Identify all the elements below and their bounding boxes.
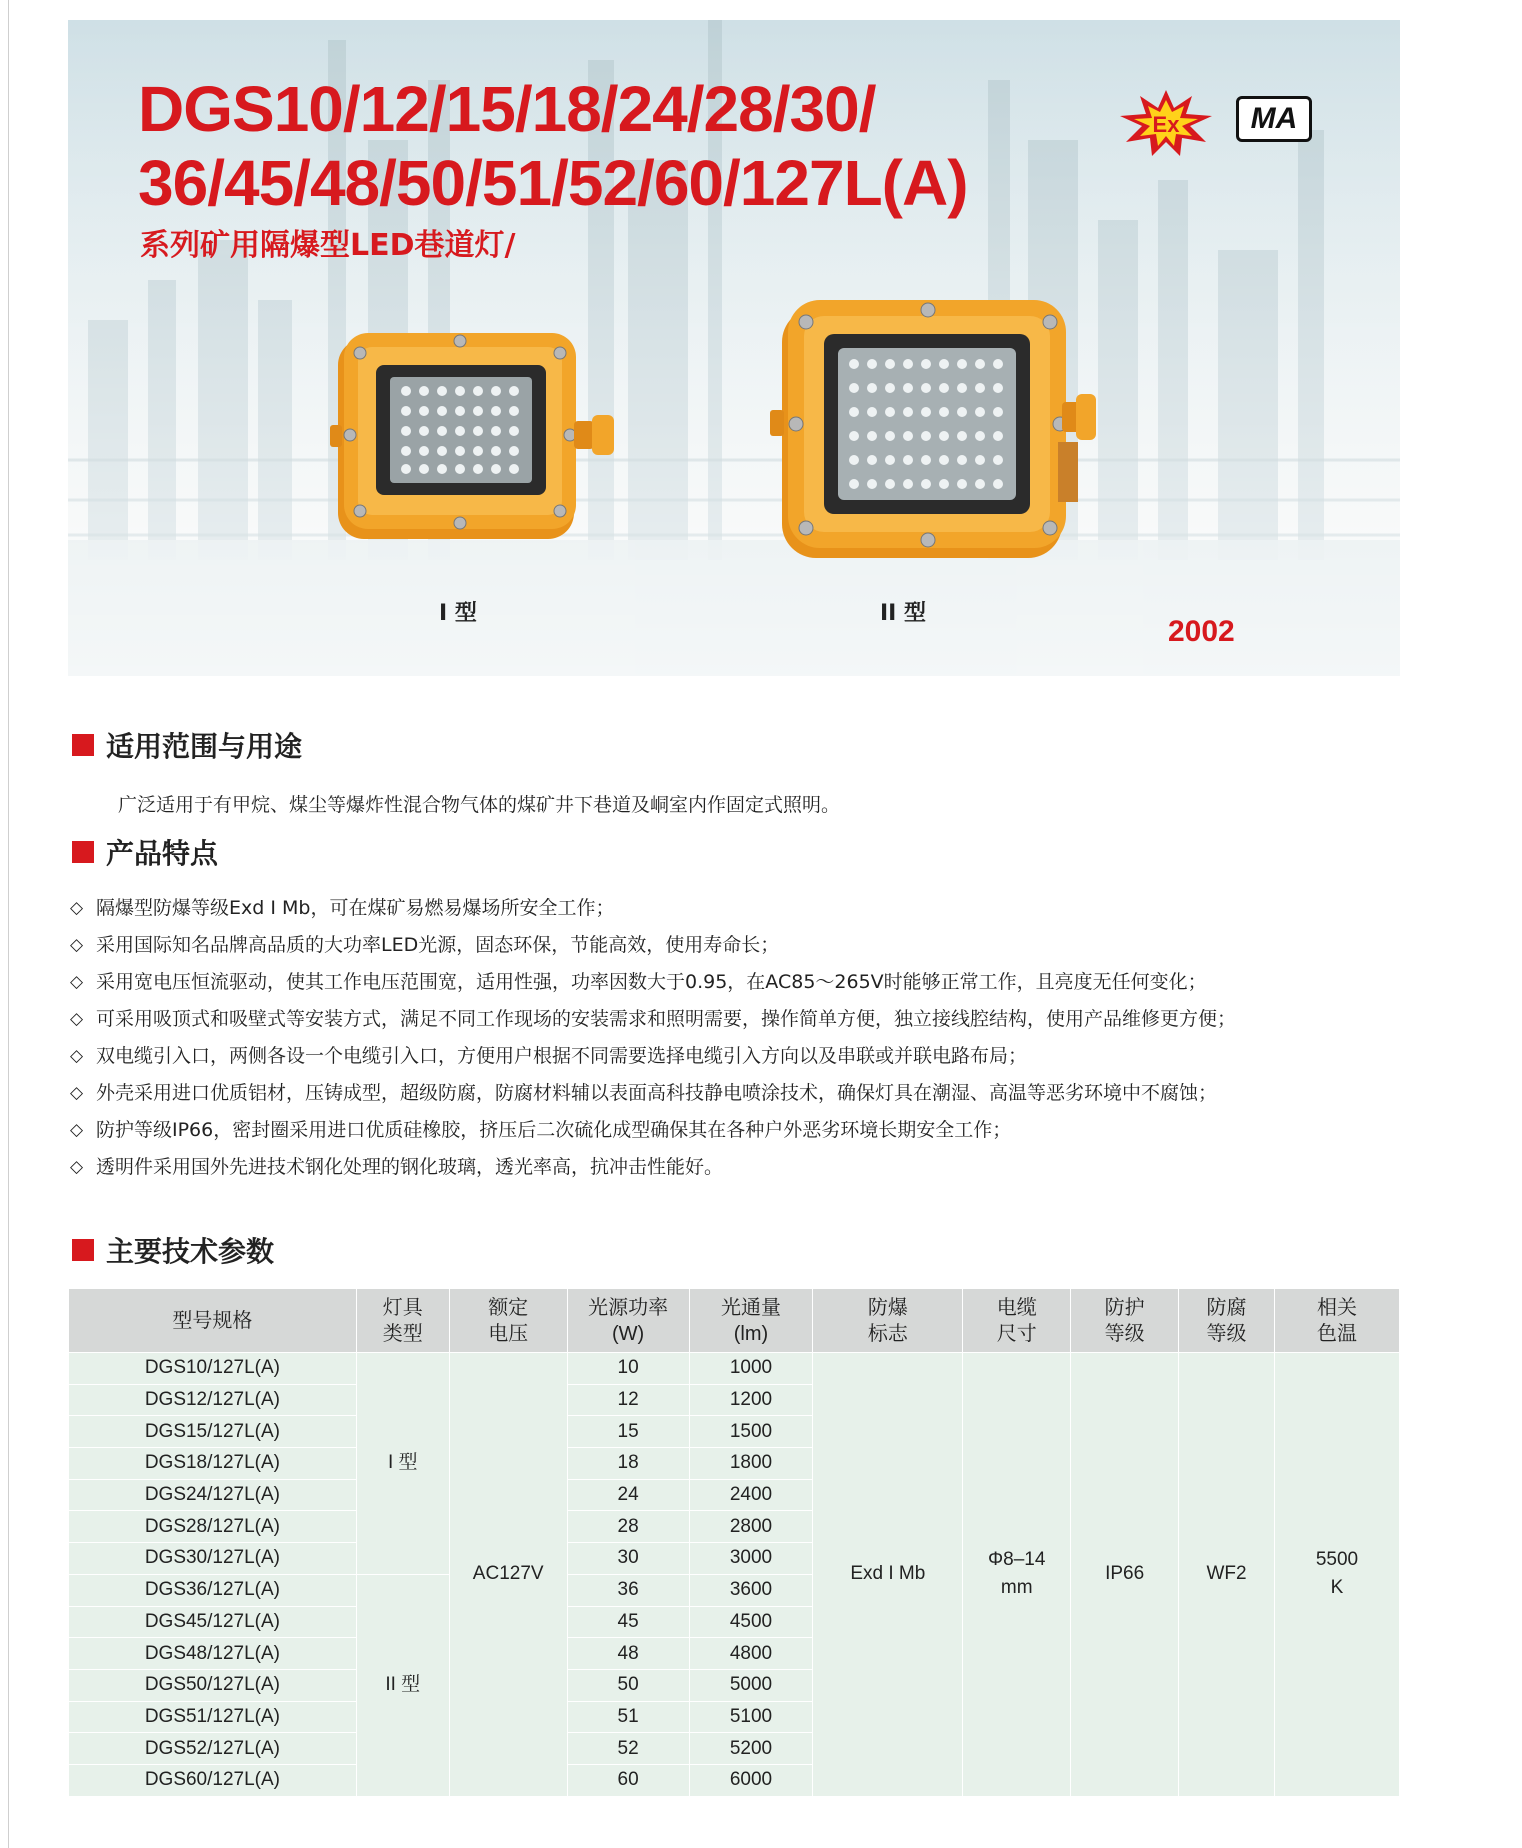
- diamond-bullet-icon: ◇: [70, 1083, 84, 1103]
- header-text: 色温: [1317, 1322, 1357, 1345]
- cell-power: [567, 1606, 689, 1638]
- title-line-1: DGS10/12/15/18/24/28/30/: [138, 73, 876, 145]
- header-text: 型号规格: [172, 1309, 253, 1332]
- cell-luminous-flux-text: 2800: [729, 1515, 773, 1537]
- cell-model-text: DGS50/127L(A): [144, 1674, 280, 1696]
- usage-description: 广泛适用于有甲烷、煤尘等爆炸性混合物气体的煤矿井下巷道及峒室内作固定式照明。: [118, 794, 841, 816]
- cell-luminous-flux-text: 2400: [729, 1484, 773, 1506]
- header-text: 防护: [1104, 1296, 1145, 1319]
- feature-text: 双电缆引入口，两侧各设一个电缆引入口，方便用户根据不同需要选择电缆引入方向以及串联或并联电路布局；: [96, 1045, 1028, 1067]
- cell-power-text: 10: [617, 1357, 639, 1379]
- catalog-year: 2002: [1168, 615, 1235, 648]
- red-square-bullet-icon: [72, 734, 94, 756]
- feature-text: 隔爆型防爆等级Exd I Mb，可在煤矿易燃易爆场所安全工作；: [96, 897, 615, 919]
- cell-luminous-flux-text: 5000: [729, 1674, 773, 1696]
- cell-luminous-flux-text: 1000: [729, 1357, 773, 1379]
- header-text: 等级: [1104, 1322, 1145, 1345]
- header-anticorrosion: [1179, 1289, 1275, 1353]
- cell-ex-mark: [813, 1353, 963, 1797]
- section-features-heading: [72, 832, 218, 872]
- feature-item: [70, 890, 1410, 927]
- feature-text: 可采用吸顶式和吸壁式等安装方式，满足不同工作现场的安装需求和照明需要，操作简单方便，独立接线腔结构，使用产品维修更方便；: [96, 1008, 1237, 1030]
- cell-color-temp-text: K: [1330, 1577, 1344, 1599]
- section-usage-heading: [72, 725, 302, 765]
- cell-luminous-flux: [689, 1669, 813, 1701]
- cell-model: [69, 1511, 357, 1543]
- technical-parameters-table: [68, 1288, 1400, 1797]
- cell-model-text: DGS45/127L(A): [144, 1610, 280, 1632]
- header-lamp-type: [356, 1289, 449, 1353]
- cell-model: [69, 1669, 357, 1701]
- header-text: (lm): [733, 1322, 769, 1345]
- cell-model-text: DGS24/127L(A): [144, 1484, 280, 1506]
- cell-power: [567, 1733, 689, 1765]
- cell-anticorrosion: [1179, 1353, 1275, 1797]
- cell-lamp-type-1: [356, 1353, 449, 1575]
- cell-model: [69, 1733, 357, 1765]
- ex-badge-text: Ex: [1152, 112, 1180, 137]
- cell-lamp-type-2: [356, 1574, 449, 1796]
- cell-anticorrosion-text: WF2: [1206, 1563, 1247, 1585]
- title-line-2: 36/45/48/50/51/52/60/127L(A): [138, 147, 968, 219]
- cell-luminous-flux: [689, 1384, 813, 1416]
- cell-model: [69, 1543, 357, 1575]
- cell-luminous-flux-text: 6000: [729, 1769, 773, 1791]
- cell-model-text: DGS60/127L(A): [144, 1769, 280, 1791]
- red-square-bullet-icon: [72, 1239, 94, 1261]
- ma-certification-badge: MA: [1236, 96, 1312, 142]
- diamond-bullet-icon: ◇: [70, 1009, 84, 1029]
- type-1-lamp-image: [330, 325, 620, 565]
- cell-luminous-flux: [689, 1543, 813, 1575]
- cell-luminous-flux-text: 1200: [729, 1389, 773, 1411]
- diamond-bullet-icon: ◇: [70, 1046, 84, 1066]
- header-text: 标志: [867, 1322, 908, 1345]
- feature-item: [70, 1149, 1410, 1186]
- diamond-bullet-icon: ◇: [70, 1157, 84, 1177]
- cell-rated-voltage-text: AC127V: [472, 1563, 544, 1585]
- table-row: [69, 1353, 1400, 1385]
- diamond-bullet-icon: ◇: [70, 935, 84, 955]
- feature-item: [70, 1075, 1410, 1112]
- cell-model-text: DGS18/127L(A): [144, 1452, 280, 1474]
- cell-luminous-flux-text: 5200: [729, 1737, 773, 1759]
- cell-power-text: 60: [617, 1769, 639, 1791]
- header-text: 防腐: [1206, 1296, 1247, 1319]
- cell-power-text: 52: [617, 1737, 639, 1759]
- cell-luminous-flux: [689, 1511, 813, 1543]
- header-text: 类型: [382, 1322, 423, 1345]
- header-power: [567, 1289, 689, 1353]
- table-header-row: [69, 1289, 1400, 1353]
- cell-lamp-type-2-text: II 型: [385, 1674, 421, 1696]
- cell-luminous-flux: [689, 1638, 813, 1670]
- cell-power: [567, 1479, 689, 1511]
- cell-model: [69, 1764, 357, 1796]
- cell-color-temp: [1275, 1353, 1400, 1797]
- cell-power-text: 36: [617, 1579, 639, 1601]
- cell-model-text: DGS52/127L(A): [144, 1737, 280, 1759]
- cell-model: [69, 1384, 357, 1416]
- cell-lamp-type-1-text: I 型: [387, 1452, 418, 1474]
- cell-model: [69, 1701, 357, 1733]
- cell-model-text: DGS48/127L(A): [144, 1642, 280, 1664]
- cell-luminous-flux: [689, 1574, 813, 1606]
- cell-luminous-flux-text: 1500: [729, 1420, 773, 1442]
- header-rated-voltage: [449, 1289, 567, 1353]
- cell-luminous-flux-text: 3600: [729, 1579, 773, 1601]
- diamond-bullet-icon: ◇: [70, 972, 84, 992]
- cell-model: [69, 1638, 357, 1670]
- cell-power-text: 12: [617, 1389, 639, 1411]
- cell-luminous-flux: [689, 1764, 813, 1796]
- type-2-caption: II 型: [880, 601, 927, 626]
- cell-power: [567, 1701, 689, 1733]
- header-cable-size: [963, 1289, 1071, 1353]
- red-square-bullet-icon: [72, 841, 94, 863]
- cell-cable-size: [963, 1353, 1071, 1797]
- features-list: [70, 890, 1410, 1186]
- cell-power: [567, 1543, 689, 1575]
- type-2-lamp-image: [768, 292, 1098, 582]
- section-params-title: 主要技术参数: [106, 1235, 275, 1268]
- diamond-bullet-icon: ◇: [70, 898, 84, 918]
- cell-model: [69, 1479, 357, 1511]
- cell-luminous-flux: [689, 1733, 813, 1765]
- cell-cable-size-text: mm: [1000, 1577, 1033, 1599]
- header-text: 相关: [1317, 1296, 1357, 1319]
- header-text: 额定: [488, 1296, 529, 1319]
- cell-model-text: DGS10/127L(A): [144, 1357, 280, 1379]
- cell-luminous-flux-text: 4500: [729, 1610, 773, 1632]
- type-1-caption: I 型: [439, 601, 477, 626]
- cell-power: [567, 1638, 689, 1670]
- header-ip-rating: [1071, 1289, 1179, 1353]
- header-text: 电压: [488, 1322, 529, 1345]
- cell-luminous-flux: [689, 1448, 813, 1480]
- section-params-heading: [72, 1230, 274, 1270]
- cell-model-text: DGS15/127L(A): [144, 1420, 280, 1442]
- feature-item: [70, 927, 1410, 964]
- header-color-temp: [1275, 1289, 1400, 1353]
- cell-luminous-flux-text: 3000: [729, 1547, 773, 1569]
- feature-item: [70, 1038, 1410, 1075]
- cell-model-text: DGS36/127L(A): [144, 1579, 280, 1601]
- feature-item: [70, 964, 1410, 1001]
- cell-luminous-flux: [689, 1606, 813, 1638]
- cell-power: [567, 1448, 689, 1480]
- cell-luminous-flux-text: 1800: [729, 1452, 773, 1474]
- cell-power-text: 51: [617, 1705, 639, 1727]
- cell-power: [567, 1669, 689, 1701]
- feature-text: 透明件采用国外先进技术钢化处理的钢化玻璃，透光率高，抗冲击性能好。: [96, 1156, 724, 1178]
- cell-power: [567, 1416, 689, 1448]
- header-text: 防爆: [867, 1296, 908, 1319]
- cell-power-text: 48: [617, 1642, 639, 1664]
- cell-luminous-flux-text: 4800: [729, 1642, 773, 1664]
- header-text: (W): [612, 1322, 645, 1345]
- cell-model: [69, 1353, 357, 1385]
- diamond-bullet-icon: ◇: [70, 1120, 84, 1140]
- feature-text: 外壳采用进口优质铝材，压铸成型，超级防腐，防腐材料辅以表面高科技静电喷涂技术，确保灯具在潮湿、高温等恶劣环境中不腐蚀；: [96, 1082, 1218, 1104]
- cell-power: [567, 1764, 689, 1796]
- cell-model-text: DGS51/127L(A): [144, 1705, 280, 1727]
- header-text: 灯具: [382, 1296, 423, 1319]
- cell-color-temp-text: 5500: [1315, 1549, 1359, 1571]
- feature-item: [70, 1001, 1410, 1038]
- header-ex-mark: [813, 1289, 963, 1353]
- product-title: [138, 72, 968, 220]
- cell-model: [69, 1448, 357, 1480]
- cell-power-text: 15: [617, 1420, 639, 1442]
- cell-model-text: DGS30/127L(A): [144, 1547, 280, 1569]
- cell-power-text: 28: [617, 1515, 639, 1537]
- cell-power: [567, 1574, 689, 1606]
- cell-ip-rating: [1071, 1353, 1179, 1797]
- cell-power: [567, 1511, 689, 1543]
- cell-luminous-flux: [689, 1353, 813, 1385]
- header-text: 尺寸: [996, 1322, 1037, 1345]
- cell-power-text: 50: [617, 1674, 639, 1696]
- header-text: 光源功率: [588, 1296, 669, 1319]
- page-spine-line: [8, 0, 9, 1848]
- cell-power-text: 30: [617, 1547, 639, 1569]
- header-luminous-flux: [689, 1289, 813, 1353]
- cell-ex-mark-text: Exd I Mb: [850, 1563, 926, 1585]
- cell-model-text: DGS12/127L(A): [144, 1389, 280, 1411]
- cell-power: [567, 1384, 689, 1416]
- cell-luminous-flux: [689, 1416, 813, 1448]
- header-text: 等级: [1206, 1322, 1247, 1345]
- product-banner: [68, 20, 1400, 676]
- header-text: 光通量: [720, 1296, 781, 1319]
- cell-model: [69, 1416, 357, 1448]
- cell-power-text: 18: [617, 1452, 639, 1474]
- cell-model: [69, 1606, 357, 1638]
- header-text: 电缆: [996, 1296, 1037, 1319]
- feature-text: 防护等级IP66，密封圈采用进口优质硅橡胶，挤压后二次硫化成型确保其在各种户外恶劣环境长期安全工作；: [96, 1119, 1012, 1141]
- cell-luminous-flux: [689, 1701, 813, 1733]
- cell-model-text: DGS28/127L(A): [144, 1515, 280, 1537]
- product-subtitle: 系列矿用隔爆型LED巷道灯/: [140, 228, 516, 263]
- section-features-title: 产品特点: [106, 837, 219, 870]
- feature-text: 采用国际知名品牌高品质的大功率LED光源，固态环保，节能高效，使用寿命长；: [96, 934, 780, 956]
- section-usage-title: 适用范围与用途: [106, 730, 303, 763]
- cell-luminous-flux-text: 5100: [729, 1705, 773, 1727]
- ex-explosion-proof-icon: [1118, 88, 1214, 158]
- cell-cable-size-text: Φ8–14: [988, 1549, 1046, 1571]
- cell-rated-voltage: [449, 1353, 567, 1797]
- cell-power: [567, 1353, 689, 1385]
- cell-model: [69, 1574, 357, 1606]
- cell-luminous-flux: [689, 1479, 813, 1511]
- header-model: [69, 1289, 357, 1353]
- cell-power-text: 24: [617, 1484, 639, 1506]
- cell-ip-rating-text: IP66: [1105, 1563, 1145, 1585]
- feature-item: [70, 1112, 1410, 1149]
- feature-text: 采用宽电压恒流驱动，使其工作电压范围宽，适用性强，功率因数大于0.95，在AC85～265V时能够正常工作，且亮度无任何变化；: [96, 971, 1207, 993]
- cell-power-text: 45: [617, 1610, 639, 1632]
